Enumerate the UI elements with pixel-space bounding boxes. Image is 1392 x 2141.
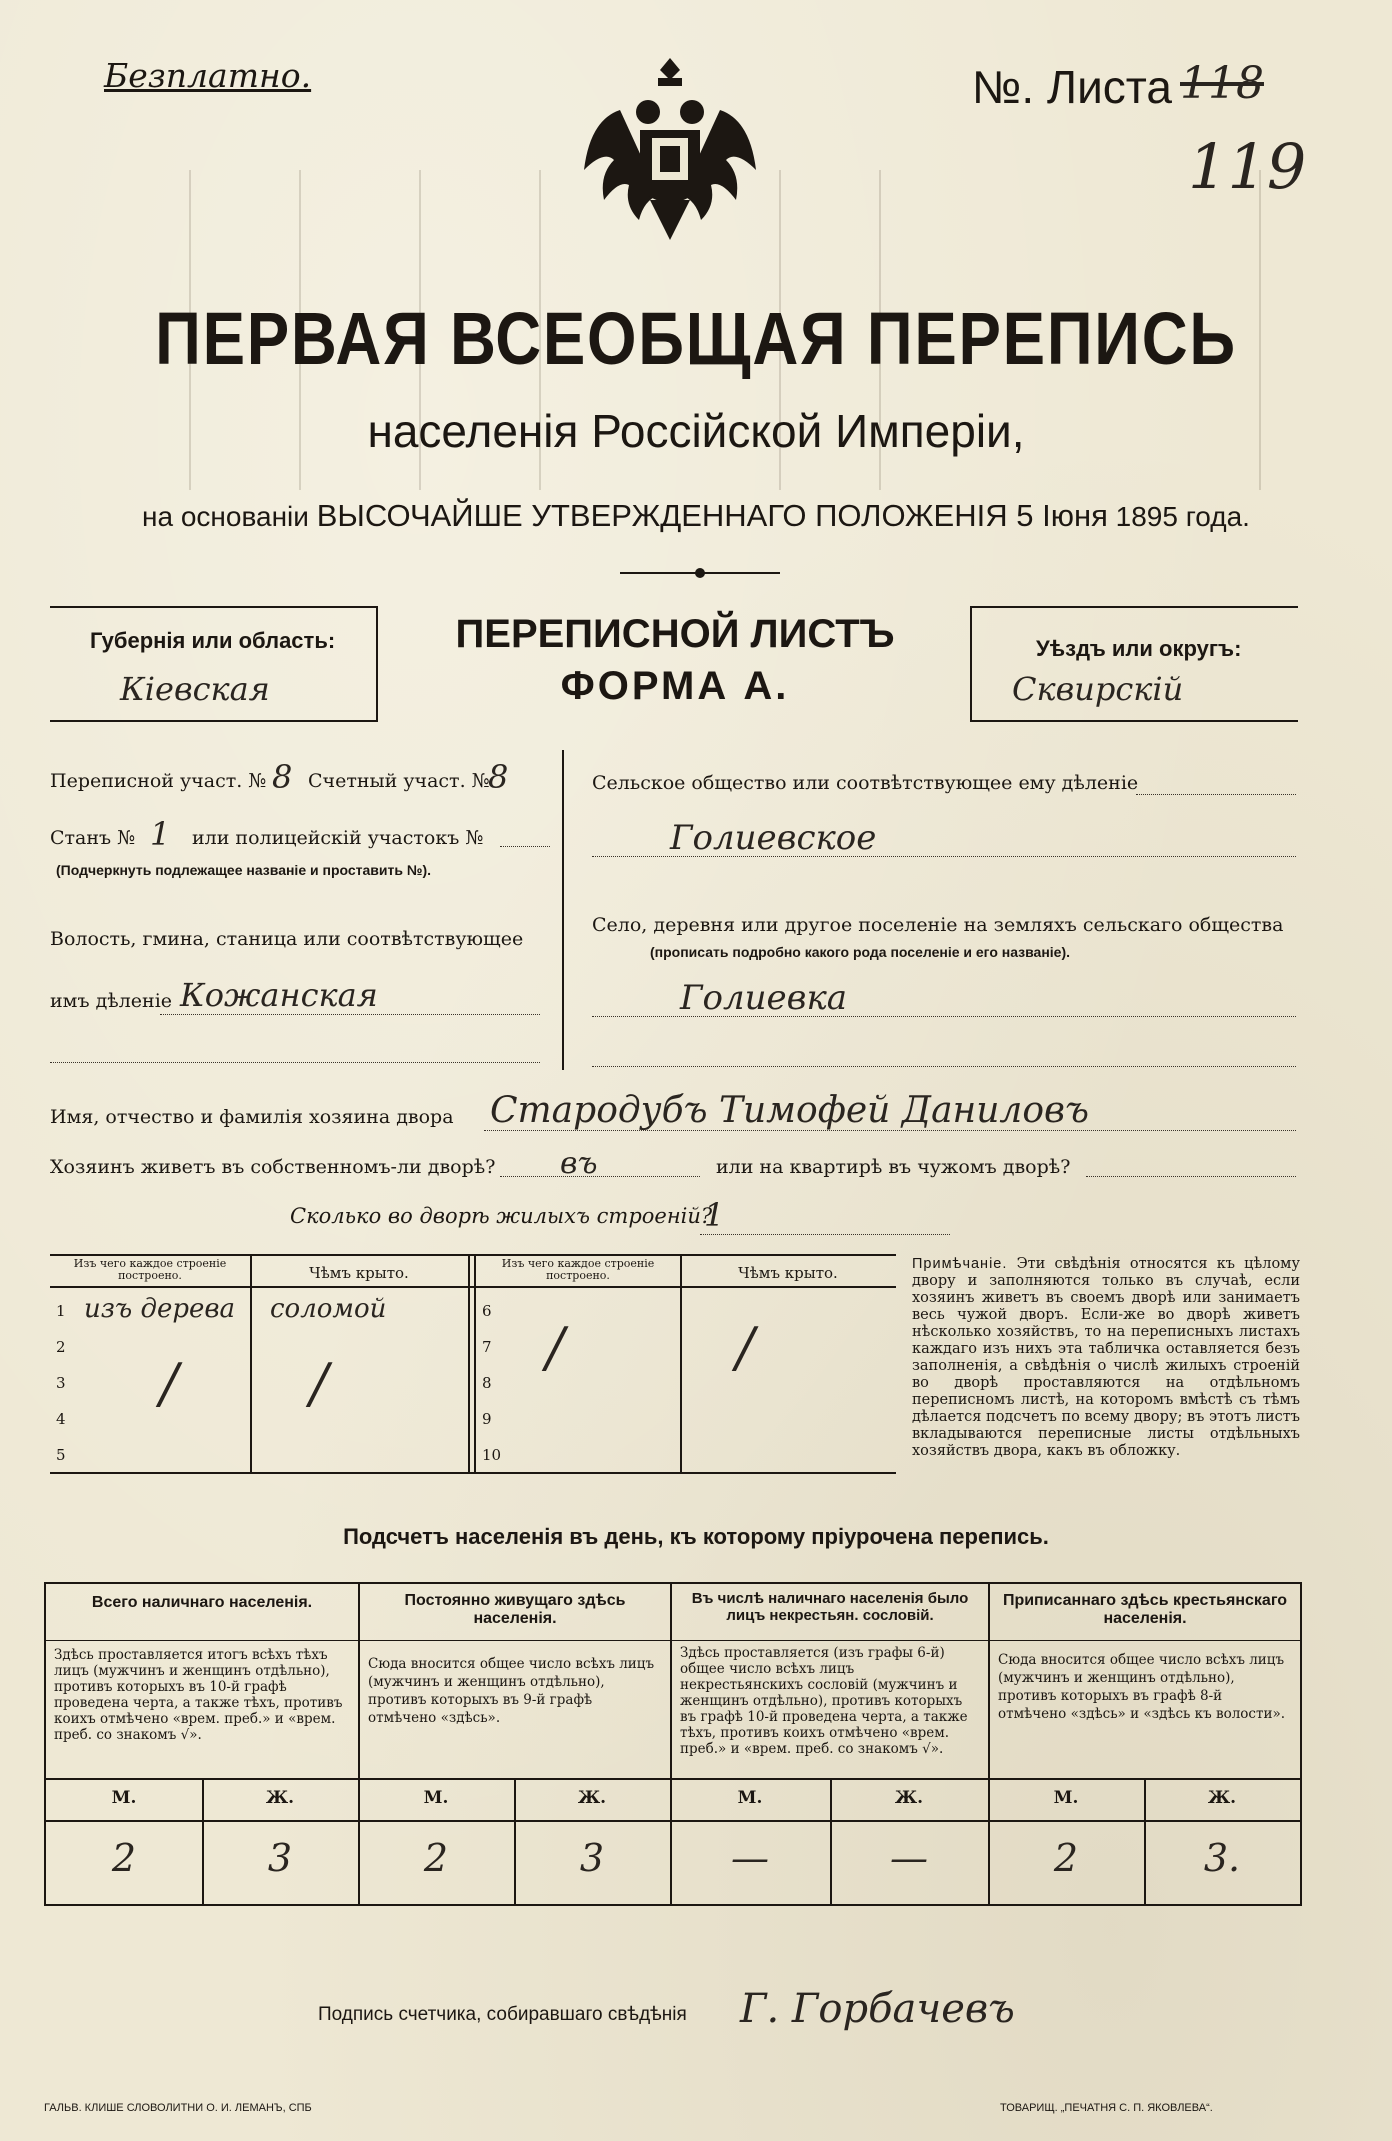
buildings-rows-right bbox=[476, 1294, 896, 1474]
permanent-female-value: 3 bbox=[579, 1836, 605, 1880]
owner-name-value: Стародубъ Тимофей Даниловъ bbox=[490, 1090, 1089, 1131]
population-col-total bbox=[46, 1584, 358, 1749]
owner-name-line bbox=[484, 1130, 1296, 1131]
village-line-2 bbox=[592, 1066, 1296, 1067]
table-row: 6 bbox=[482, 1302, 492, 1320]
male-label: М. bbox=[1053, 1788, 1079, 1808]
owner-lives-value: въ bbox=[560, 1146, 598, 1181]
volost-label-1: Волость, гмина, станица или соотвѣтствующее bbox=[50, 928, 524, 950]
population-col-permanent bbox=[360, 1584, 670, 1741]
police-district-label: или полицейскій участокъ № bbox=[192, 827, 484, 849]
female-label: Ж. bbox=[265, 1788, 295, 1808]
society-value: Голиевское bbox=[670, 818, 877, 858]
col-head: Постоянно живущаго здѣсь населенія. bbox=[360, 1584, 670, 1641]
stan-value: 1 bbox=[150, 815, 171, 853]
buildings-note bbox=[912, 1256, 1300, 1460]
male-label: М. bbox=[737, 1788, 763, 1808]
population-table bbox=[44, 1582, 1302, 1906]
table-row: 4 bbox=[56, 1410, 66, 1428]
ornament-divider bbox=[620, 565, 780, 581]
counting-district-label: Счетный участ. № bbox=[308, 770, 490, 792]
village-value: Голиевка bbox=[680, 978, 848, 1018]
volost-line-2 bbox=[50, 1062, 540, 1063]
col-desc: Сюда вносится общее число всѣхъ лицъ (мужчинъ и женщинъ отдѣльно), противъ которыхъ въ графѣ 8-й отмѣчено «здѣсь» и «здѣсь къ волости». bbox=[998, 1652, 1286, 1722]
col-desc: Сюда вносится общее число всѣхъ лицъ (мужчинъ и женщинъ отдѣльно), противъ которыхъ въ 9-й графѣ отмѣчено «здѣсь». bbox=[368, 1656, 655, 1726]
uezd-box bbox=[970, 606, 1298, 722]
table-row: 8 bbox=[482, 1374, 492, 1392]
table-row: 10 bbox=[482, 1446, 502, 1464]
female-label: Ж. bbox=[1207, 1788, 1237, 1808]
village-note: (прописать подробно какого рода поселеніе и его названіе). bbox=[650, 944, 1071, 960]
free-label: Безплатно. bbox=[104, 56, 312, 95]
total-female-value: 3 bbox=[267, 1836, 293, 1880]
owner-rent-line bbox=[1086, 1176, 1296, 1177]
col-desc: Здѣсь проставляется итогъ всѣхъ тѣхъ лицъ (мужчинъ и женщинъ отдѣльно), противъ которыхъ въ 10-й графѣ проведена черта, а также тѣхъ, противъ коихъ отмѣчено «врем. преб.» и «врем. преб. со знакомъ √». bbox=[54, 1647, 343, 1743]
sheet-title: ПЕРЕПИСНОЙ ЛИСТЪ bbox=[455, 612, 895, 656]
male-label: М. bbox=[111, 1788, 137, 1808]
counting-district-value: 8 bbox=[488, 758, 509, 796]
male-label: М. bbox=[423, 1788, 449, 1808]
main-title: ПЕРВАЯ ВСЕОБЩАЯ ПЕРЕПИСЬ bbox=[155, 297, 1237, 380]
society-label: Сельское общество или соотвѣтствующее ему дѣленіе bbox=[592, 772, 1139, 794]
note-text: Эти свѣдѣнія относятся къ цѣлому двору и заполняются только въ случаѣ, если хозяинъ живетъ въ своемъ дворѣ или занимаетъ весь чужой дворъ. Если-же во дворѣ живетъ нѣсколько хозяйствъ, то на переписныхъ листахъ каждаго изъ нихъ эта табличка оставляется безъ заполненія, а свѣдѣнія о числѣ жилыхъ строеній во дворѣ проставляются на отдѣльномъ переписномъ листѣ, на которомъ вмѣстѣ съ тѣмъ дѣлается подсчетъ по всему двору; въ этотъ листъ вкладываются переписные листы отдѣльныхъ хозяйствъ двора, какъ въ обложку. bbox=[912, 1256, 1300, 1459]
owner-lives-label: Хозяинъ живетъ въ собственномъ-ли дворѣ? bbox=[50, 1156, 496, 1178]
owner-name-label: Имя, отчество и фамилія хозяина двора bbox=[50, 1106, 454, 1128]
form-title: ФОРМА А. bbox=[560, 664, 790, 708]
basis-lead: на основаніи bbox=[142, 501, 309, 532]
sheet-number-label: №. Листа bbox=[972, 61, 1172, 113]
buildings-table bbox=[50, 1254, 896, 1474]
buildings-rows-left bbox=[50, 1294, 468, 1474]
gubernia-label: Губернія или область: bbox=[90, 628, 336, 653]
nonpeasant-female-value: — bbox=[890, 1836, 928, 1880]
uezd-label: Уѣздъ или округъ: bbox=[1036, 636, 1242, 661]
registered-female-value: 3. bbox=[1203, 1836, 1241, 1880]
uezd-value: Сквирскій bbox=[1012, 670, 1184, 708]
population-title: Подсчетъ населенія въ день, къ которому пріурочена перепись. bbox=[343, 1524, 1049, 1549]
owner-lives-line bbox=[500, 1176, 700, 1177]
volost-label-2: имъ дѣленіе bbox=[50, 990, 173, 1012]
buildings-label: Сколько во дворѣ жилыхъ строеній? bbox=[290, 1204, 713, 1228]
note-lead: Примѣчаніе. bbox=[912, 1256, 1008, 1272]
population-col-nonpeasant bbox=[672, 1584, 988, 1761]
village-label: Село, деревня или другое поселеніе на земляхъ сельскаго общества bbox=[592, 914, 1284, 936]
sheet-number-handwritten: 119 bbox=[1188, 130, 1307, 203]
col-desc: Здѣсь проставляется (изъ графы 6-й) общее число всѣхъ лицъ некрестьянскихъ сословій (мужчинъ и женщинъ отдѣльно), противъ которыхъ въ графѣ 10-й проведена черта, а также тѣхъ, противъ коихъ отмѣчено «врем. преб.» и «врем. преб. со знакомъ √». bbox=[680, 1645, 968, 1757]
col-material-left: Изъ чего каждое строеніе построено. bbox=[73, 1257, 227, 1282]
buildings-line bbox=[700, 1234, 950, 1235]
col-roof-right: Чѣмъ крыто. bbox=[738, 1264, 838, 1282]
basis-line bbox=[0, 498, 1392, 534]
gubernia-box bbox=[50, 606, 378, 722]
buildings-value: 1 bbox=[704, 1196, 725, 1234]
table-row: 5 bbox=[56, 1446, 66, 1464]
table-row: 1 изъ дерева соломой bbox=[56, 1294, 387, 1324]
female-label: Ж. bbox=[894, 1788, 924, 1808]
basis-tail: 1895 года. bbox=[1115, 501, 1250, 532]
col-head: Приписаннаго здѣсь крестьянскаго населенія. bbox=[990, 1584, 1300, 1641]
table-row: 2 bbox=[56, 1338, 66, 1356]
census-district-label: Переписной участ. № bbox=[50, 770, 267, 792]
volost-line bbox=[160, 1014, 540, 1015]
col-material-right: Изъ чего каждое строеніе построено. bbox=[501, 1257, 655, 1282]
nonpeasant-male-value: — bbox=[731, 1836, 769, 1880]
sheet-number-crossed: 118 bbox=[1180, 58, 1264, 109]
volost-value: Кожанская bbox=[180, 976, 378, 1014]
owner-rent-label: или на квартирѣ въ чужомъ дворѣ? bbox=[716, 1156, 1071, 1178]
police-district-line bbox=[500, 846, 550, 847]
signature-label: Подпись счетчика, собиравшаго свѣдѣнія bbox=[318, 2004, 687, 2025]
table-row: 3 / / bbox=[56, 1352, 329, 1415]
footer-right: ТОВАРИЩ. „ПЕЧАТНЯ С. П. ЯКОВЛЕВА“. bbox=[1000, 2102, 1213, 2114]
female-label: Ж. bbox=[577, 1788, 607, 1808]
col-head: Всего наличнаго населенія. bbox=[46, 1584, 358, 1641]
society-line-2 bbox=[592, 856, 1296, 857]
stan-label: Станъ № bbox=[50, 827, 136, 849]
society-line bbox=[1136, 794, 1296, 795]
gubernia-value: Кіевская bbox=[120, 670, 270, 708]
table-row: 7 / / bbox=[482, 1316, 755, 1379]
total-male-value: 2 bbox=[111, 1836, 137, 1880]
fields-divider bbox=[562, 750, 564, 1070]
basis-caps: ВЫСОЧАЙШЕ УТВЕРЖДЕННАГО ПОЛОЖЕНІЯ 5 Іюня bbox=[316, 498, 1108, 533]
col-head: Въ числѣ наличнаго населенія было лицъ некрестьян. сословій. bbox=[672, 1584, 988, 1641]
subtitle: населенія Россійской Имперіи, bbox=[367, 405, 1025, 457]
table-row: 9 bbox=[482, 1410, 492, 1428]
population-col-registered bbox=[990, 1584, 1300, 1733]
underline-note: (Подчеркнуть подлежащее названіе и проставить №). bbox=[56, 862, 432, 878]
signature-value: Г. Горбачевъ bbox=[740, 1986, 1015, 2032]
registered-male-value: 2 bbox=[1053, 1836, 1079, 1880]
village-line bbox=[592, 1016, 1296, 1017]
footer-left: ГАЛЬВ. КЛИШЕ СЛОВОЛИТНИ О. И. ЛЕМАНЪ, СПБ bbox=[44, 2102, 312, 2114]
census-district-value: 8 bbox=[272, 758, 293, 796]
col-roof-left: Чѣмъ крыто. bbox=[309, 1264, 409, 1282]
permanent-male-value: 2 bbox=[423, 1836, 449, 1880]
